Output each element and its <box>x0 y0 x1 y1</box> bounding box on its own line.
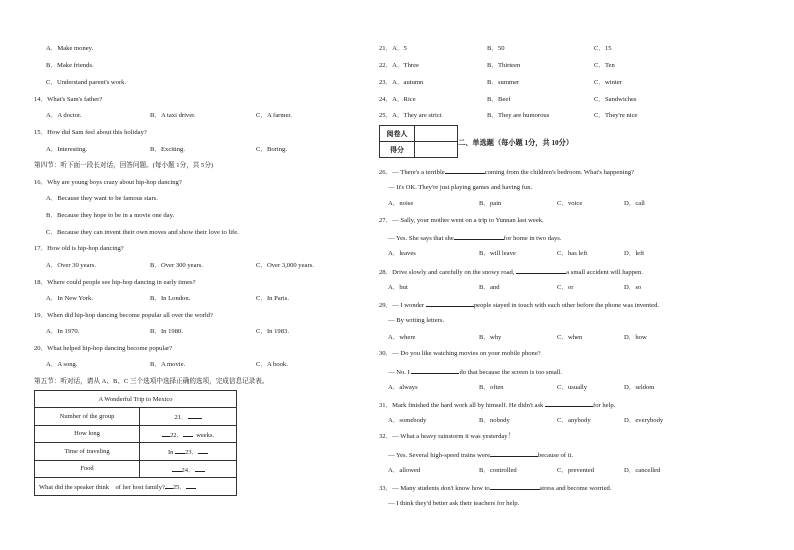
q27-text: 27．— Sally, your mother went on a trip to Yunnan last week. <box>379 217 544 224</box>
blank-number: 24． <box>181 466 195 474</box>
q17-option-c: C．Over 3,000 years. <box>256 262 314 269</box>
q28-option-d: D．so <box>624 284 642 291</box>
answer-blank[interactable] <box>195 464 205 472</box>
blank-number: 22． <box>169 431 183 439</box>
answer-blank[interactable] <box>172 464 182 472</box>
table-row <box>35 478 237 496</box>
row-answer-24 <box>140 460 237 478</box>
q30-option-d: D．seldom <box>624 384 655 391</box>
q32-text: 32．— What a heavy rainstorm it was yesterday！ <box>379 433 515 440</box>
q30-option-c: C．usually <box>557 384 588 391</box>
q20-text: 20．What helped hip-hop dancing become popular? <box>34 345 173 352</box>
table-row <box>35 443 237 461</box>
unit-text: weeks. <box>196 431 215 439</box>
q21-option-c: C．15 <box>594 45 612 52</box>
row-label: Number of the group <box>35 408 140 426</box>
q31-option-b: B．nobody <box>479 417 510 424</box>
q18-option-a: A．In New York. <box>46 295 93 302</box>
q30-option-a: A．always <box>388 384 418 391</box>
q27-option-b: B．will leave <box>479 250 516 257</box>
q24-option-b: B．Beef <box>487 96 511 103</box>
answer-blank[interactable] <box>490 482 540 490</box>
q25-option-a: 25．A．They are strict <box>379 112 442 119</box>
q30-reply: — No. I do that because the screen is too small. <box>388 366 562 377</box>
q31-option-c: C．anybody <box>557 417 591 424</box>
answer-blank[interactable] <box>188 411 202 419</box>
q29-option-b: B．why <box>479 334 502 341</box>
q33-text: 33．— Many students don't know how to stress and become worried. <box>379 482 612 493</box>
answer-blank[interactable] <box>426 299 474 307</box>
score-table <box>379 125 458 158</box>
blank-number: 21． <box>174 414 188 422</box>
answer-blank[interactable] <box>545 399 593 407</box>
q22-option-b: B．Thirteen <box>487 62 521 69</box>
blank-number: 23． <box>185 449 199 457</box>
row-answer-22 <box>140 425 237 443</box>
q27-option-a: A．leaves <box>388 250 416 257</box>
q19-option-a: A．In 1970. <box>46 328 80 335</box>
q16-option-b: B．Because they hope to be in a movie one day. <box>46 212 175 219</box>
q26-option-a: A．noise <box>388 200 414 207</box>
q25-option-c: C．They're nice <box>594 112 638 119</box>
q14-option-a: A．A doctor. <box>46 112 82 119</box>
q32-option-d: D．cancelled <box>624 467 661 474</box>
q22-option-c: C．Ten <box>594 62 615 69</box>
q14-option-b: B．A taxi driver. <box>150 112 196 119</box>
blank-number: 25． <box>172 484 186 492</box>
trip-info-table <box>34 390 237 496</box>
q27-option-c: C．has left <box>557 250 588 257</box>
q26-option-d: D．call <box>624 200 645 207</box>
q19-option-c: C．In 1983. <box>256 328 289 335</box>
q14-text: 14．What's Sam's father? <box>34 96 103 103</box>
q26-option-b: B．pain <box>479 200 502 207</box>
table-row <box>35 408 237 426</box>
q17-text: 17．How old is hip-hop dancing? <box>34 245 124 252</box>
q29-option-a: A．where <box>388 334 416 341</box>
table-row <box>35 425 237 443</box>
row-label: Food <box>35 460 140 478</box>
row-label: Time of traveling <box>35 443 140 461</box>
q23-option-b: B．summer <box>487 79 520 86</box>
q26-text: 26．— There's a terrible coming from the children's bedroom. What's happening? <box>379 166 634 177</box>
q32-option-c: C．prevented <box>557 467 594 474</box>
q28-option-c: C．or <box>557 284 574 291</box>
answer-blank[interactable] <box>186 481 196 489</box>
q24-option-a: 24．A．Rice <box>379 96 416 103</box>
q15-option-a: A．Interesting. <box>46 146 88 153</box>
reviewer-cell[interactable] <box>415 126 458 142</box>
q31-option-a: A．somebody <box>388 417 427 424</box>
row-answer-25 <box>35 478 237 496</box>
section-4-heading: 第四节：听下面一段长对话，回答问题。(每小题 1分，共 5分) <box>34 162 214 169</box>
q16-option-c: C．Because they can invent their own moves and show their love to life. <box>46 229 239 236</box>
section-5-heading: 第五节：听对话，请从 A、B、C 三个选项中选择正确的选项，完成信息记录表。 <box>34 378 269 385</box>
q31-option-d: D．everybody <box>624 417 664 424</box>
answer-blank[interactable] <box>162 429 170 437</box>
section-2-heading: 二、单选题（每小题 1分，共 10分） <box>458 139 574 147</box>
q28-text: 28．Drive slowly and carefully on the snowy road, a small accident will happen. <box>379 266 643 277</box>
q30-text: 30．— Do you like watching movies on your mobile phone? <box>379 350 541 357</box>
prefix-text: In <box>167 449 174 457</box>
score-label: 得分 <box>380 142 415 158</box>
answer-blank[interactable] <box>445 166 485 174</box>
q33-reply: — I think they'd better ask their teachers for help. <box>388 500 520 507</box>
q29-text: 29．— I wonder people stayed in touch with each other before the phone was invented. <box>379 299 659 310</box>
q28-option-b: B．and <box>479 284 500 291</box>
table-row <box>35 460 237 478</box>
answer-blank[interactable] <box>165 481 173 489</box>
q27-reply: — Yes. She says that she for home in two days. <box>388 232 561 243</box>
q30-option-b: B．often <box>479 384 504 391</box>
q26-option-c: C．voice <box>557 200 583 207</box>
q15-text: 15．How did Sam feel about this holiday? <box>34 129 147 136</box>
q22-option-a: 22．A．Three <box>379 62 419 69</box>
score-cell[interactable] <box>415 142 458 158</box>
q20-option-a: A．A song. <box>46 361 78 368</box>
answer-blank[interactable] <box>411 366 459 374</box>
q16-text: 16．Why are young boys crazy about hip-hop dancing? <box>34 179 182 186</box>
q20-option-b: B．A movie. <box>150 361 186 368</box>
row-answer-21 <box>140 408 237 426</box>
q29-option-d: D．how <box>624 334 647 341</box>
q27-option-d: D．left <box>624 250 645 257</box>
q29-option-c: C．when <box>557 334 583 341</box>
q14-option-c: C．A farmer. <box>256 112 292 119</box>
row-label: How long <box>35 425 140 443</box>
table-title: A Wonderful Trip to Mexico <box>35 391 237 408</box>
q24-option-c: C．Sandwiches <box>594 96 637 103</box>
q32-option-b: B．controlled <box>479 467 517 474</box>
q19-text: 19．When did hip-hop dancing become popular all over the world? <box>34 312 213 319</box>
q19-option-b: B．In 1980. <box>150 328 183 335</box>
q17-option-b: B．Over 300 years. <box>150 262 203 269</box>
q18-option-c: C．In Paris. <box>256 295 289 302</box>
q15-option-c: C．Boring. <box>256 146 287 153</box>
q18-option-b: B．In London. <box>150 295 191 302</box>
q23-option-c: C．winter <box>594 79 622 86</box>
answer-blank[interactable] <box>175 446 185 454</box>
q17-option-a: A．Over 30 years. <box>46 262 96 269</box>
q23-option-a: 23．A．autumn <box>379 79 424 86</box>
answer-blank[interactable] <box>198 446 208 454</box>
answer-blank[interactable] <box>516 266 566 274</box>
q32-reply: — Yes. Several high-speed trains were because of it. <box>388 449 573 460</box>
q15-option-b: B．Exciting. <box>150 146 185 153</box>
q13-option-b: B．Make friends. <box>46 62 94 69</box>
q18-text: 18．Where could people see hip-hop dancing in early times? <box>34 279 196 286</box>
row-label-cont: of her host family? <box>115 484 165 492</box>
q26-reply: — It's OK. They're just playing games and having fun. <box>388 184 533 191</box>
q21-option-a: 21．A．5 <box>379 45 407 52</box>
q32-option-a: A．allowed <box>388 467 421 474</box>
q13-option-a: A．Make money. <box>46 45 94 52</box>
q29-reply: — By writing letters. <box>388 317 445 324</box>
q25-option-b: B．They are humorous <box>487 112 550 119</box>
q16-option-a: A．Because they want to be famous stars. <box>46 195 158 202</box>
q31-text: 31．Mark finished the hard work all by himself. He didn't ask for help. <box>379 399 615 410</box>
answer-blank[interactable] <box>490 449 538 457</box>
q13-option-c: C．Understand parent's work. <box>46 79 127 86</box>
reviewer-label: 阅卷人 <box>380 126 415 142</box>
row-label: What did the speaker think <box>39 484 110 492</box>
q20-option-c: C．A book. <box>256 361 288 368</box>
q28-option-a: A．but <box>388 284 408 291</box>
row-answer-23 <box>140 443 237 461</box>
answer-blank[interactable] <box>183 429 193 437</box>
answer-blank[interactable] <box>454 232 504 240</box>
q21-option-b: B．50 <box>487 45 505 52</box>
